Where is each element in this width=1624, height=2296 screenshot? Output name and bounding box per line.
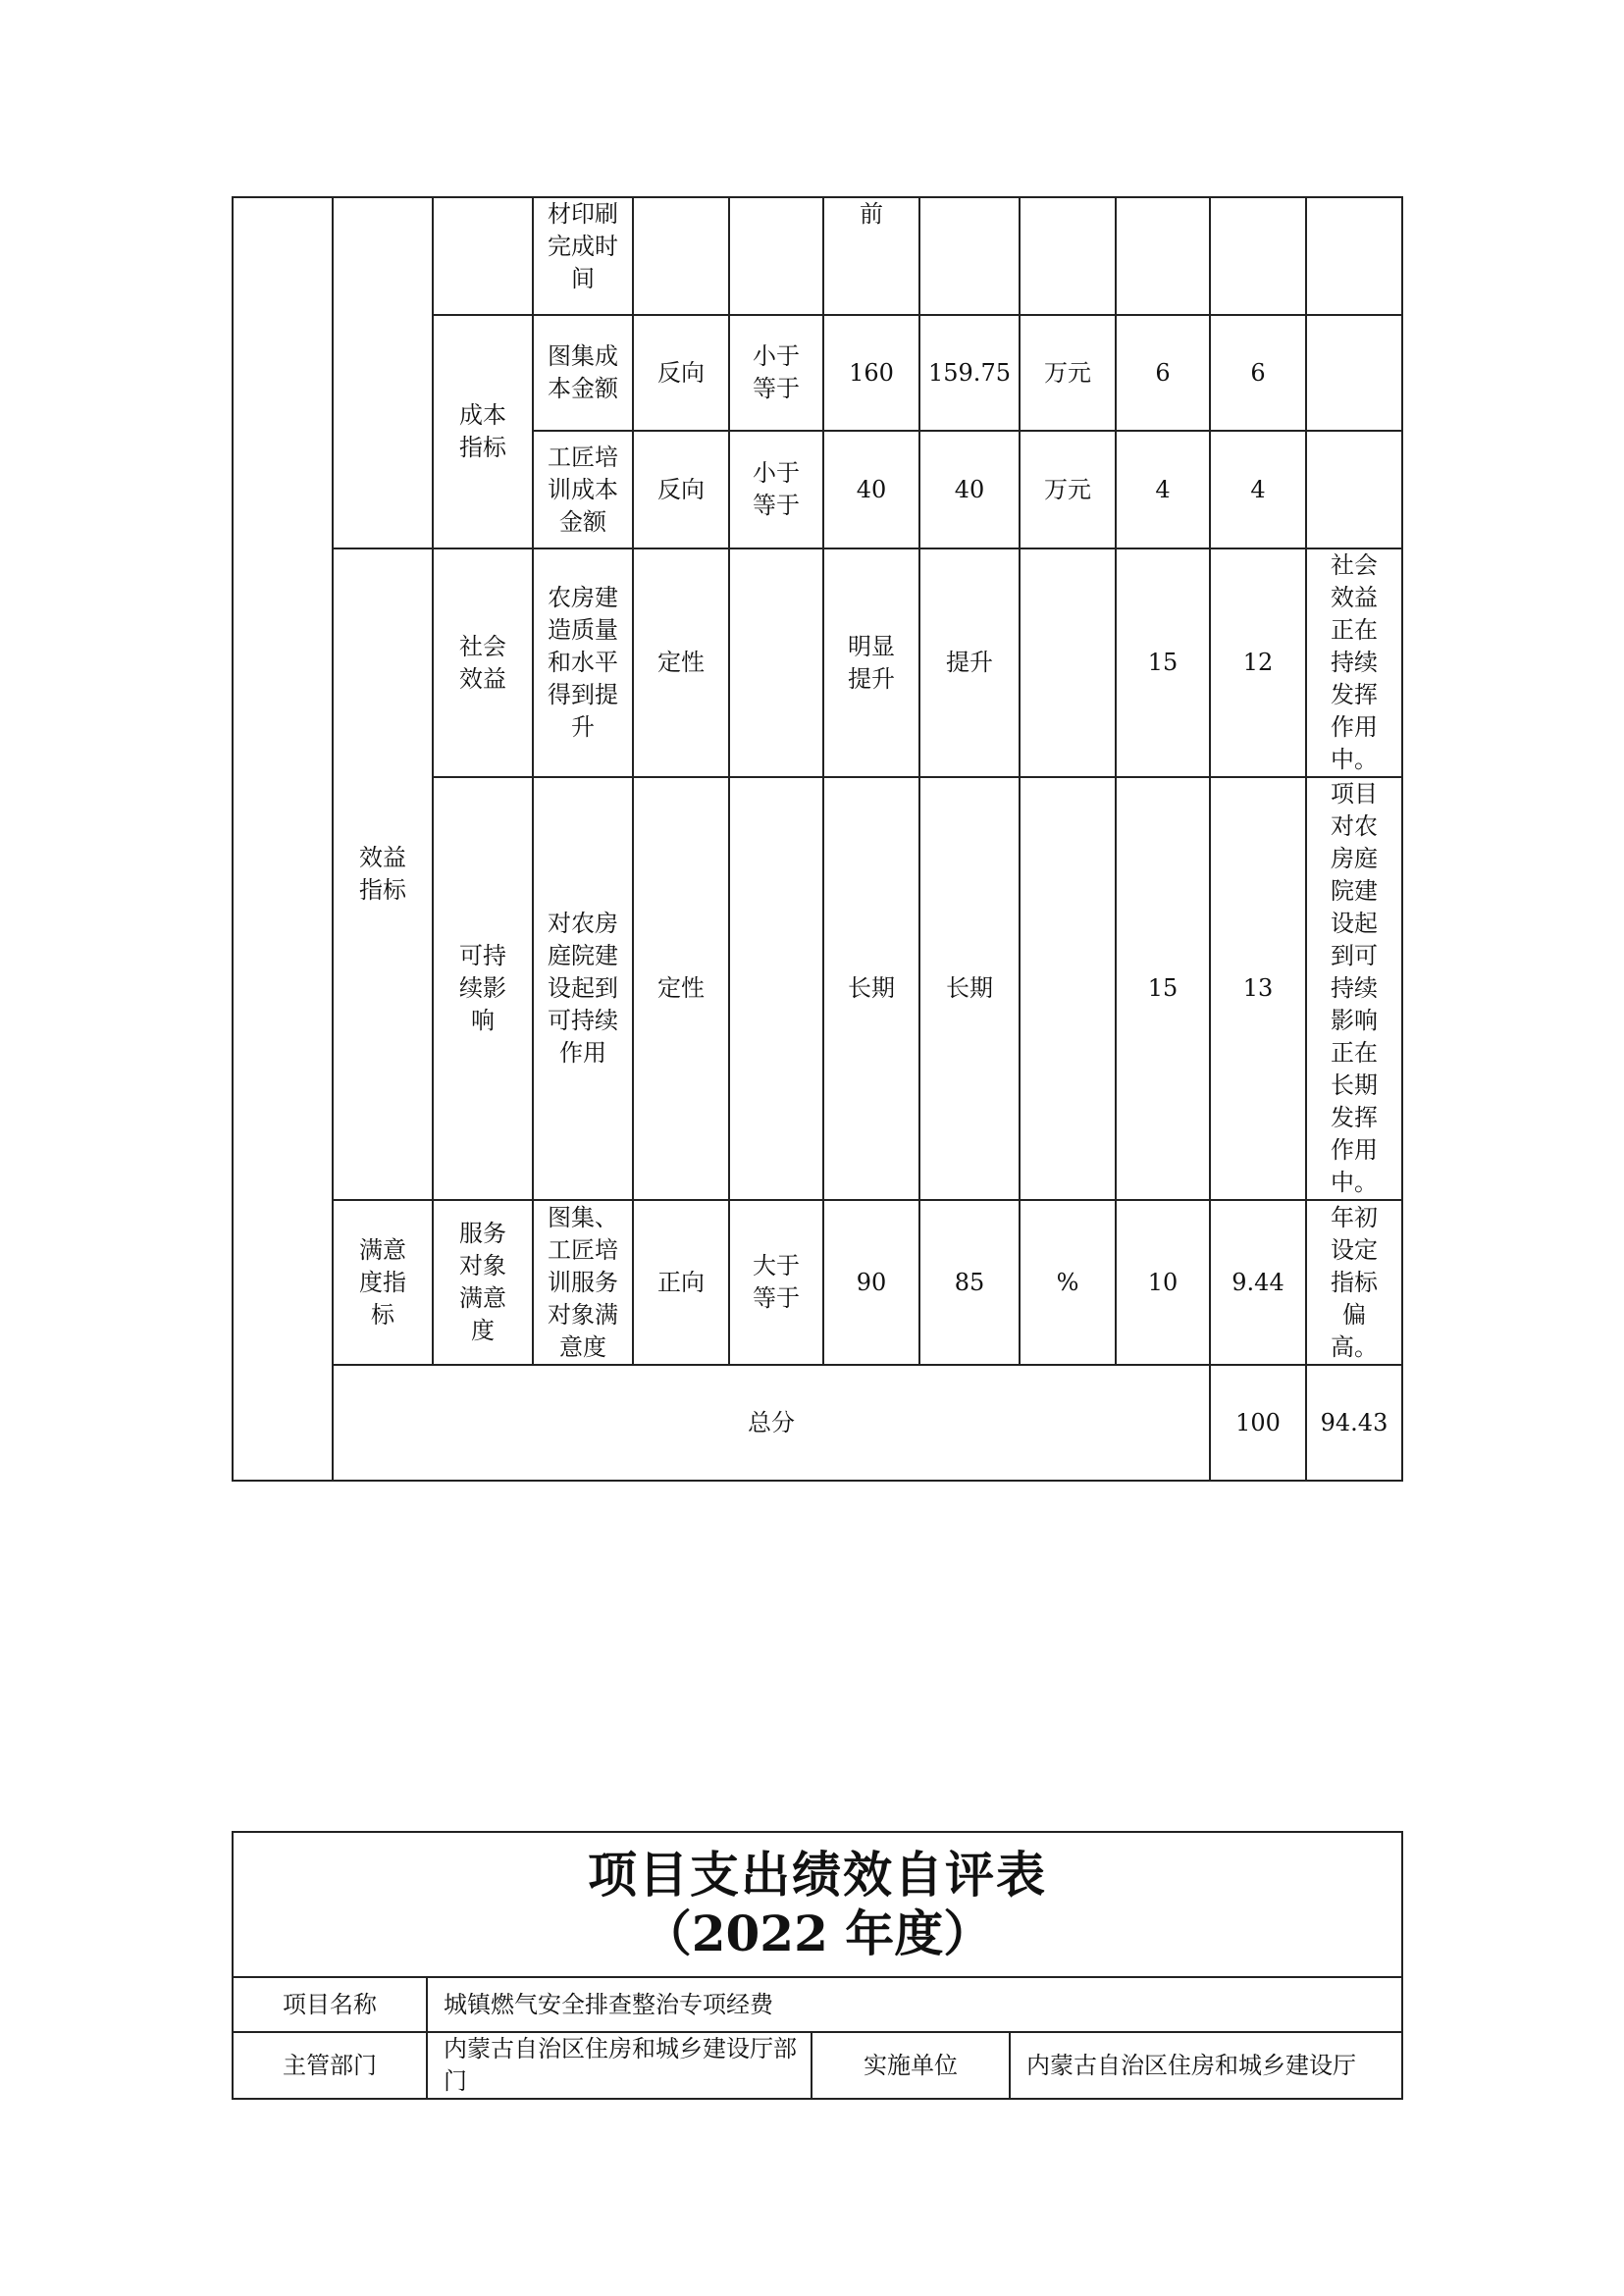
implementing-unit-value: 内蒙古自治区住房和城乡建设厅	[1010, 2032, 1402, 2099]
weight: 10	[1116, 1200, 1210, 1365]
indicator-name: 对农房庭院建设起到可持续作用	[533, 777, 633, 1200]
weight: 15	[1116, 548, 1210, 777]
first-level-indicator-cell	[233, 197, 333, 1481]
total-score: 94.43	[1306, 1365, 1402, 1481]
weight: 4	[1116, 431, 1210, 548]
self-evaluation-form-header	[232, 1831, 1403, 2100]
cost-indicator-group: 成本指标	[433, 315, 533, 548]
target-value: 前	[823, 197, 919, 315]
supervising-dept-label: 主管部门	[233, 2032, 427, 2099]
target-value: 90	[823, 1200, 919, 1365]
unit: 万元	[1020, 431, 1116, 548]
total-label: 总分	[333, 1365, 1210, 1481]
direction: 反向	[633, 315, 729, 431]
third-level-indicator-cell	[433, 197, 533, 315]
actual-value: 159.75	[919, 315, 1020, 431]
target-value: 160	[823, 315, 919, 431]
deviation-note: 年初设定指标偏高。	[1306, 1200, 1402, 1365]
service-satisfaction-group: 服务对象满意度	[433, 1200, 533, 1365]
supervising-dept-value: 内蒙古自治区住房和城乡建设厅部门	[427, 2032, 812, 2099]
target-value: 长期	[823, 777, 919, 1200]
project-name-value: 城镇燃气安全排查整治专项经费	[427, 1977, 1402, 2032]
score: 6	[1210, 315, 1306, 431]
performance-indicator-table	[232, 196, 1403, 1482]
sustainable-impact-group: 可持续影响	[433, 777, 533, 1200]
total-weight: 100	[1210, 1365, 1306, 1481]
second-level-indicator-cell	[333, 197, 433, 548]
direction: 定性	[633, 777, 729, 1200]
indicator-name: 图集、工匠培训服务对象满意度	[533, 1200, 633, 1365]
direction: 定性	[633, 548, 729, 777]
score: 13	[1210, 777, 1306, 1200]
direction: 反向	[633, 431, 729, 548]
indicator-name: 材印刷完成时间	[533, 197, 633, 315]
weight: 15	[1116, 777, 1210, 1200]
operator: 小于等于	[729, 431, 823, 548]
form-year: （2022 年度）	[642, 1905, 993, 1962]
deviation-note: 项目对农房庭院建设起到可持续影响正在长期发挥作用中。	[1306, 777, 1402, 1200]
indicator-name: 农房建造质量和水平得到提升	[533, 548, 633, 777]
indicator-name: 工匠培训成本金额	[533, 431, 633, 548]
social-benefit-group: 社会效益	[433, 548, 533, 777]
score: 9.44	[1210, 1200, 1306, 1365]
satisfaction-indicator-group: 满意度指标	[333, 1200, 433, 1365]
weight: 6	[1116, 315, 1210, 431]
operator: 小于等于	[729, 315, 823, 431]
score: 12	[1210, 548, 1306, 777]
target-value: 明显提升	[823, 548, 919, 777]
score: 4	[1210, 431, 1306, 548]
target-value: 40	[823, 431, 919, 548]
actual-value: 40	[919, 431, 1020, 548]
actual-value: 长期	[919, 777, 1020, 1200]
unit: 万元	[1020, 315, 1116, 431]
form-title: 项目支出绩效自评表	[588, 1846, 1047, 1904]
deviation-note: 社会效益正在持续发挥作用中。	[1306, 548, 1402, 777]
unit: %	[1020, 1200, 1116, 1365]
actual-value: 85	[919, 1200, 1020, 1365]
implementing-unit-label: 实施单位	[812, 2032, 1010, 2099]
benefit-indicator-group: 效益指标	[333, 548, 433, 1200]
operator: 大于等于	[729, 1200, 823, 1365]
direction: 正向	[633, 1200, 729, 1365]
form-title-cell	[233, 1832, 1402, 1977]
project-name-label: 项目名称	[233, 1977, 427, 2032]
indicator-name: 图集成本金额	[533, 315, 633, 431]
actual-value: 提升	[919, 548, 1020, 777]
